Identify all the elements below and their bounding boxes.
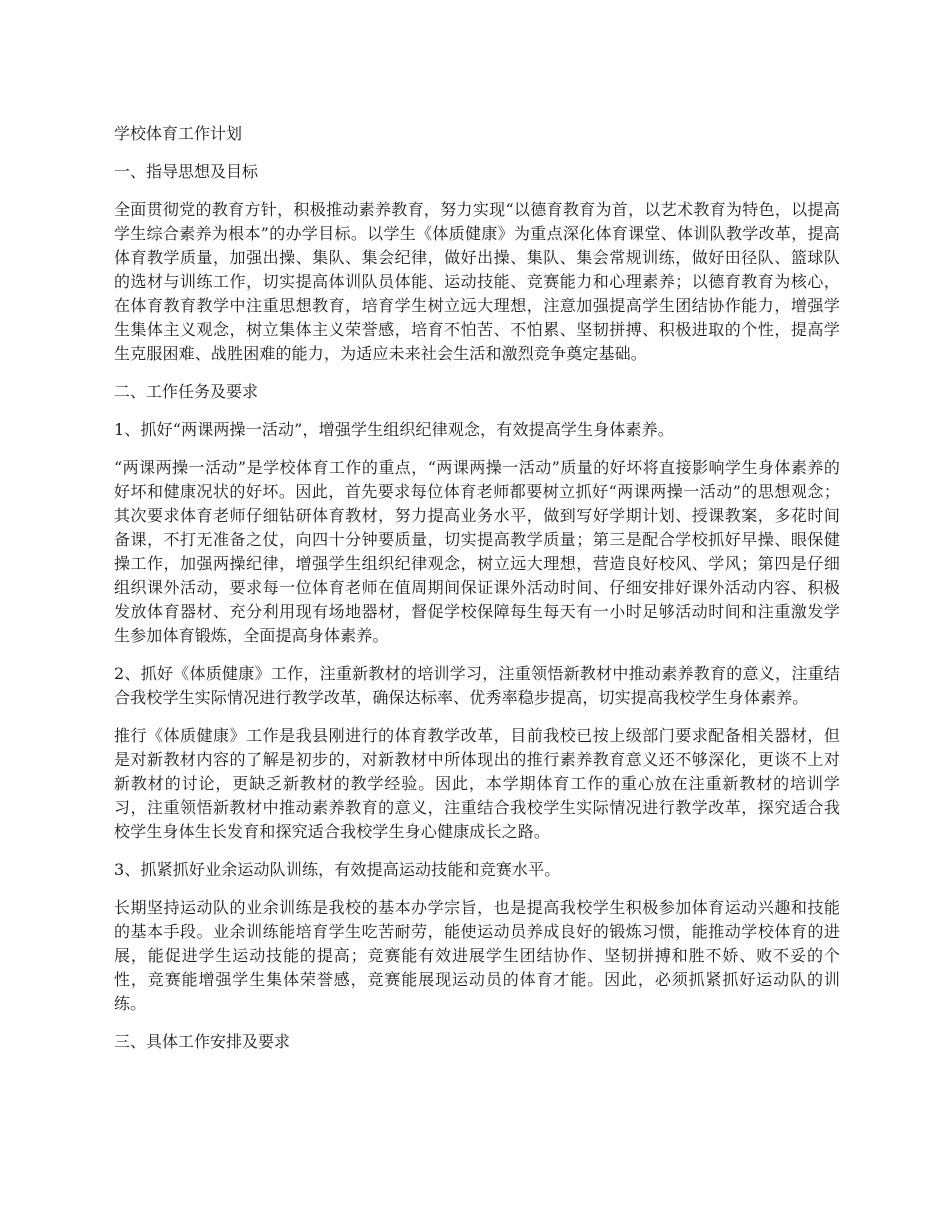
item-2-heading: 2、抓好《体质健康》工作，注重新教材的培训学习，注重领悟新教材中推动素养教育的意义，注重结合我校学生实际情况进行教学改革，确保达标率、优秀率稳步提高，切实提高我校学生身体素养。: [114, 664, 840, 707]
section-3-heading: 三、具体工作安排及要求: [114, 1032, 291, 1051]
document-page: [114, 122, 840, 1068]
item-3-heading: 3、抓紧抓好业余运动队训练，有效提高运动技能和竞赛水平。: [114, 860, 561, 879]
section-1-heading: 一、指导思想及目标: [114, 162, 259, 181]
section-1-paragraph: 全面贯彻党的教育方针，积极推动素养教育，努力实现“以德育教育为首，以艺术教育为特色，以提高学生综合素养为根本”的办学目标。以学生《体质健康》为重点深化体育课堂、体训队教学改革，提高体育教学质量，加强出操、集队、集会纪律，做好出操、集队、集会常规训练，做好田径队、篮球队的选材与训练工作，切实提高体训队员体能、运动技能、竞赛能力和心理素养；以德育教育为核心，在体育教育教学中注重思想教育，培育学生树立远大理想，注意加强提高学生团结协作能力，增强学生集体主义观念，树立集体主义荣誉感，培育不怕苦、不怕累、坚韧拼搏、积极进取的个性，提高学生克服困难、战胜困难的能力，为适应未来社会生活和激烈竞争奠定基础。: [114, 200, 840, 363]
document-title: 学校体育工作计划: [114, 124, 243, 143]
item-1-paragraph: “两课两操一活动”是学校体育工作的重点，“两课两操一活动”质量的好坏将直接影响学生身体素养的好坏和健康况状的好坏。因此，首先要求每位体育老师都要树立抓好“两课两操一活动”的思想观念；其次要求体育老师仔细钻研体育教材，努力提高业务水平，做到写好学期计划、授课教案，多花时间备课，不打无准备之仗，向四十分钟要质量，切实提高教学质量；第三是配合学校抓好早操、眼保健操工作，加强两操纪律，增强学生组织纪律观念，树立远大理想，营造良好校风、学风；第四是仔细组织课外活动，要求每一位体育老师在值周期间保证课外活动时间、仔细安排好课外活动内容、积极发放体育器材、充分利用现有场地器材，督促学校保障每生每天有一小时足够活动时间和注重激发学生参加体育锻炼，全面提高身体素养。: [114, 458, 840, 645]
item-3-paragraph: 长期坚持运动队的业余训练是我校的基本办学宗旨，也是提高我校学生积极参加体育运动兴趣和技能的基本手段。业余训练能培育学生吃苦耐劳，能使运动员养成良好的锻炼习惯，能推动学校体育的进展，能促进学生运动技能的提高；竞赛能有效进展学生团结协作、坚韧拼搏和胜不娇、败不妥的个性，竞赛能增强学生集体荣誉感，竞赛能展现运动员的体育才能。因此，必须抓紧抓好运动队的训练。: [114, 898, 840, 1013]
item-2-paragraph: 推行《体质健康》工作是我县刚进行的体育教学改革，目前我校已按上级部门要求配备相关器材，但是对新教材内容的了解是初步的，对新教材中所体现出的推行素养教育意义还不够深化，更谈不上对新教材的讨论，更缺乏新教材的教学经验。因此，本学期体育工作的重心放在注重新教材的培训学习，注重领悟新教材中推动素养教育的意义，注重结合我校学生实际情况进行教学改革，探究适合我校学生身体生长发育和探究适合我校学生身心健康成长之路。: [114, 726, 840, 841]
item-1-heading: 1、抓好“两课两操一活动”，增强学生组织纪律观念，有效提高学生身体素养。: [114, 420, 674, 439]
section-2-heading: 二、工作任务及要求: [114, 382, 259, 401]
